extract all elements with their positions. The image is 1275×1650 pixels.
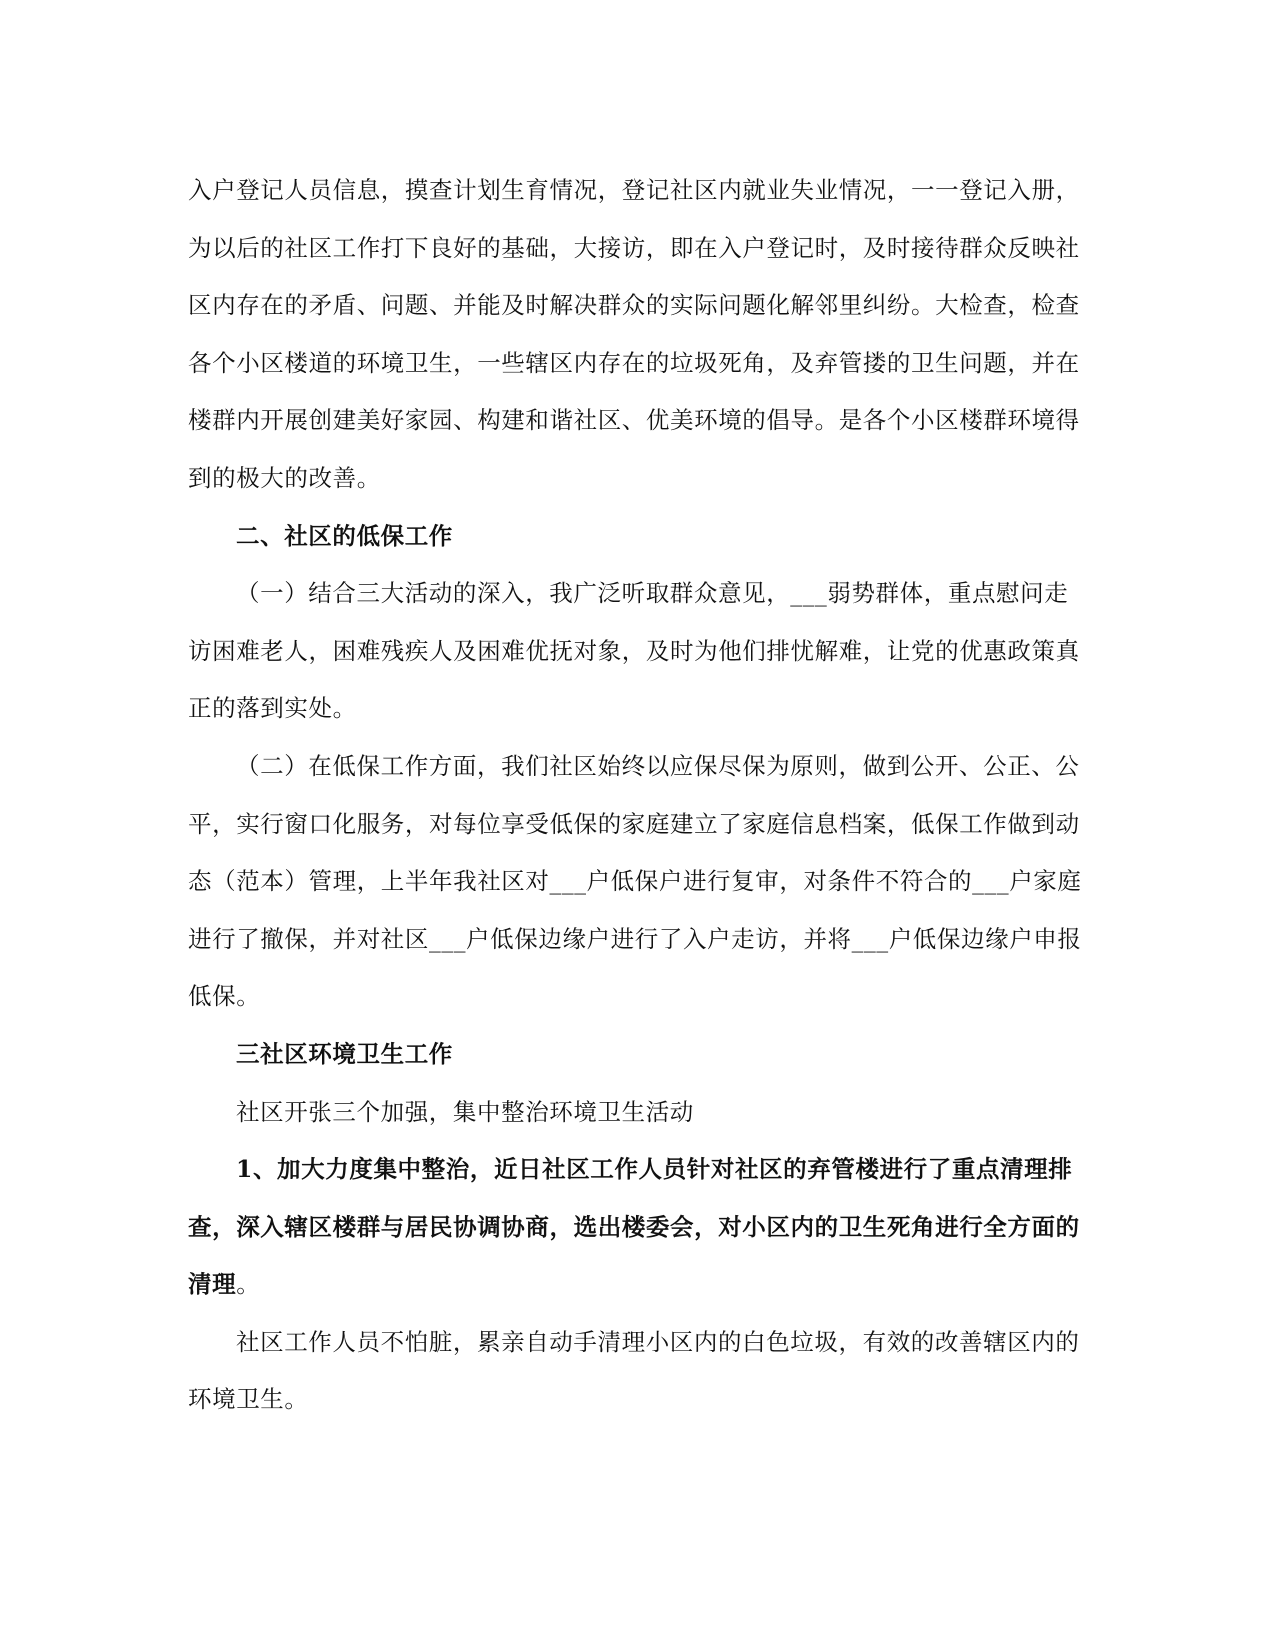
document-body [188,162,1088,1429]
section-3-item-2: 社区工作人员不怕脏，累亲自动手清理小区内的白色垃圾，有效的改善辖区内的环境卫生。 [188,1327,1080,1414]
section-2-item-1: （一）结合三大活动的深入，我广泛听取群众意见，___弱势群体，重点慰问走访困难老人，困难残疾人及困难优抚对象，及时为他们排忧解难，让党的优惠政策真正的落到实处。 [188,579,1080,723]
section-3-intro: 社区开张三个加强，集中整治环境卫生活动 [236,1097,694,1126]
section-3-item-1-bold-text: 1、加大力度集中整治，近日社区工作人员针对社区的弃管楼进行了重点清理排查，深入辖区楼群与居民协调协商，选出楼委会，对小区内的卫生死角进行全方面的清理 [188,1155,1080,1299]
section-3-item-1 [188,1141,1088,1314]
intro-paragraph: 入户登记人员信息，摸查计划生育情况，登记社区内就业失业情况，一一登记入册，为以后的社区工作打下良好的基础，大接访，即在入户登记时，及时接待群众反映社区内存在的矛盾、问题、并能及时解决群众的实际问题化解邻里纠纷。大检查，检查各个小区楼道的环境卫生，一些辖区内存在的垃圾死角，及弃管搂的卫生问题，并在楼群内开展创建美好家园、构建和谐社区、优美环境的倡导。是各个小区楼群环境得到的极大的改善。 [188,176,1080,492]
section-2-item-2: （二）在低保工作方面，我们社区始终以应保尽保为原则，做到公开、公正、公平，实行窗口化服务，对每位享受低保的家庭建立了家庭信息档案，低保工作做到动态（范本）管理，上半年我社区对___户低保户进行复审，对条件不符合的___户家庭进行了撤保，并对社区___户低保边缘户进行了入户走访，并将___户低保边缘户申报低保。 [188,751,1082,1011]
section-3-heading: 三社区环境卫生工作 [236,1039,453,1068]
section-2-heading: 二、社区的低保工作 [236,521,453,550]
section-3-item-1-end-punct: 。 [236,1270,261,1299]
